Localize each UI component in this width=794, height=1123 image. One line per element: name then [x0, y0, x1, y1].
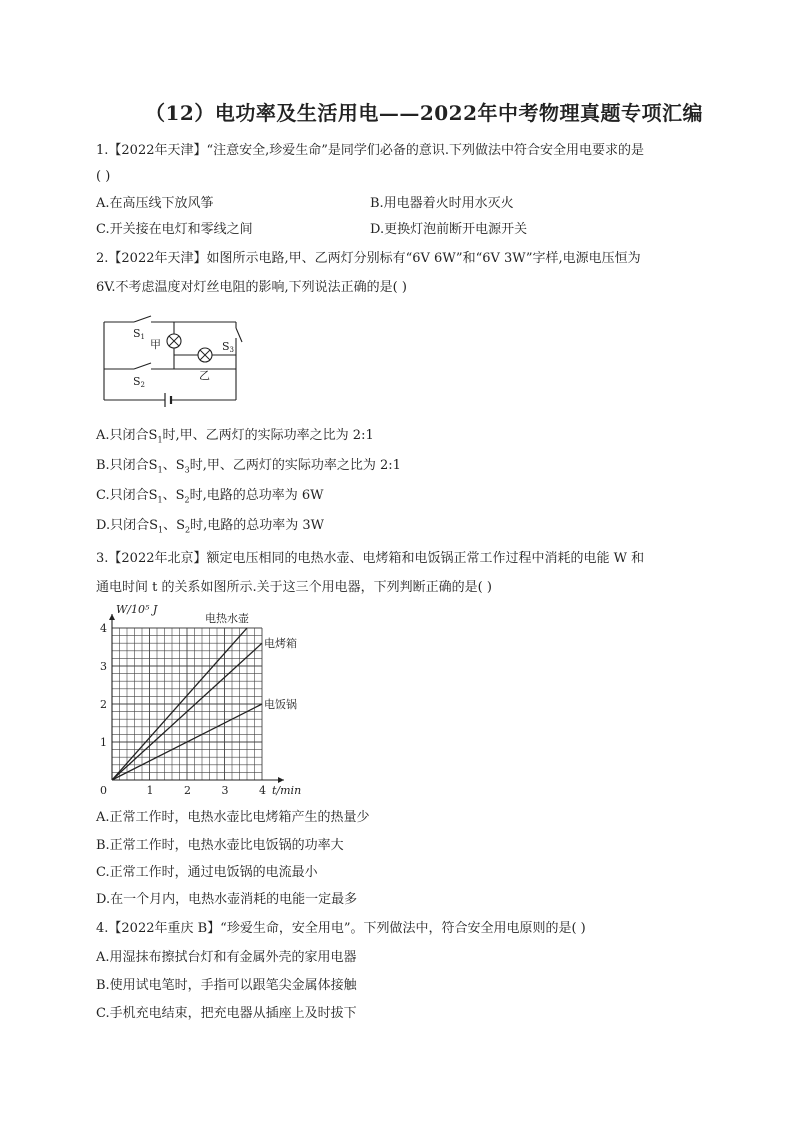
x-tick-label: 3 [221, 784, 229, 797]
q1-option-a: A.在高压线下放风筝 [96, 196, 214, 211]
x-axis-label: t/min [272, 784, 302, 797]
x-axis-arrow-icon [278, 777, 284, 783]
q2-option-a: A.只闭合$S_1$时,甲、乙两灯的实际功率之比为 2:1 [96, 428, 374, 445]
q1-bracket: ( ) [96, 169, 111, 184]
x-tick-label: 2 [184, 784, 191, 797]
lamp-jia-icon [167, 334, 181, 348]
y-tick-label: 4 [100, 622, 107, 635]
q3-stem-2: 通电时间 t 的关系如图所示.关于这三个用电器，下列判断正确的是( ) [96, 580, 492, 595]
q2-option-c: C.只闭合$S_1$、$S_2$时,电路的总功率为 6W [96, 488, 324, 505]
q1-option-c: C.开关接在电灯和零线之间 [96, 222, 253, 237]
lamp-jia-label: 甲 [150, 338, 161, 351]
q4-option-c: C.手机充电结束，把充电器从插座上及时拔下 [96, 1006, 357, 1021]
y-axis-label: W/10⁵ J [116, 604, 158, 616]
q2-stem: 2.【2022年天津】如图所示电路,甲、乙两灯分别标有“6V 6W”和“6V 3W”字样,电源电压恒为 [96, 251, 641, 266]
x-tick-label: 4 [259, 784, 266, 797]
switch-s3-label: S3 [222, 340, 235, 354]
q2-stem-2: 6V.不考虑温度对灯丝电阻的影响,下列说法正确的是( ) [96, 280, 407, 295]
x-tick-label: 1 [146, 784, 154, 797]
switch-s2-label: S2 [133, 375, 146, 389]
q3-option-d: D.在一个月内，电热水壶消耗的电能一定最多 [96, 892, 358, 907]
switch-s1-label: S1 [133, 327, 146, 341]
x-tick-label: 0 [100, 784, 107, 797]
q3-option-c: C.正常工作时，通过电饭锅的电流最小 [96, 865, 318, 880]
series-label: 电烤箱 [264, 637, 297, 651]
q3-stem: 3.【2022年北京】额定电压相同的电热水壶、电烤箱和电饭锅正常工作过程中消耗的电能 W 和 [96, 551, 645, 566]
q4-option-b: B.使用试电笔时，手指可以跟笔尖金属体接触 [96, 978, 357, 993]
y-tick-label: 1 [100, 736, 107, 749]
q4-option-a: A.用湿抹布擦拭台灯和有金属外壳的家用电器 [96, 950, 357, 965]
q1-option-b: B.用电器着火时用水灭火 [370, 196, 514, 211]
q2-option-b: B.只闭合$S_1$、$S_3$时,甲、乙两灯的实际功率之比为 2:1 [96, 458, 401, 475]
energy-time-chart [96, 604, 316, 800]
page-title: （12）电功率及生活用电——2022年中考物理真题专项汇编 [145, 101, 703, 125]
y-tick-label: 2 [100, 698, 107, 711]
lamp-yi-label: 乙 [199, 369, 210, 382]
series-label: 电热水壶 [205, 612, 249, 625]
lamp-yi-icon [198, 348, 212, 362]
y-tick-label: 3 [100, 660, 107, 673]
circuit-diagram [96, 312, 246, 412]
battery-icon [165, 393, 171, 407]
q2-option-d: D.只闭合$S_1$、$S_2$时,电路的总功率为 3W [96, 518, 324, 535]
q4-stem: 4.【2022年重庆 B】“珍爱生命，安全用电”。下列做法中，符合安全用电原则的是( ) [96, 921, 586, 936]
q1-option-d: D.更换灯泡前断开电源开关 [370, 222, 528, 237]
q3-option-b: B.正常工作时，电热水壶比电饭锅的功率大 [96, 838, 344, 853]
q3-option-a: A.正常工作时，电热水壶比电烤箱产生的热量少 [96, 810, 370, 825]
q1-stem: 1.【2022年天津】“注意安全,珍爱生命”是同学们必备的意识.下列做法中符合安全用电要求的是 [96, 143, 645, 158]
y-axis-arrow-icon [109, 614, 115, 620]
series-label: 电饭锅 [264, 698, 297, 711]
